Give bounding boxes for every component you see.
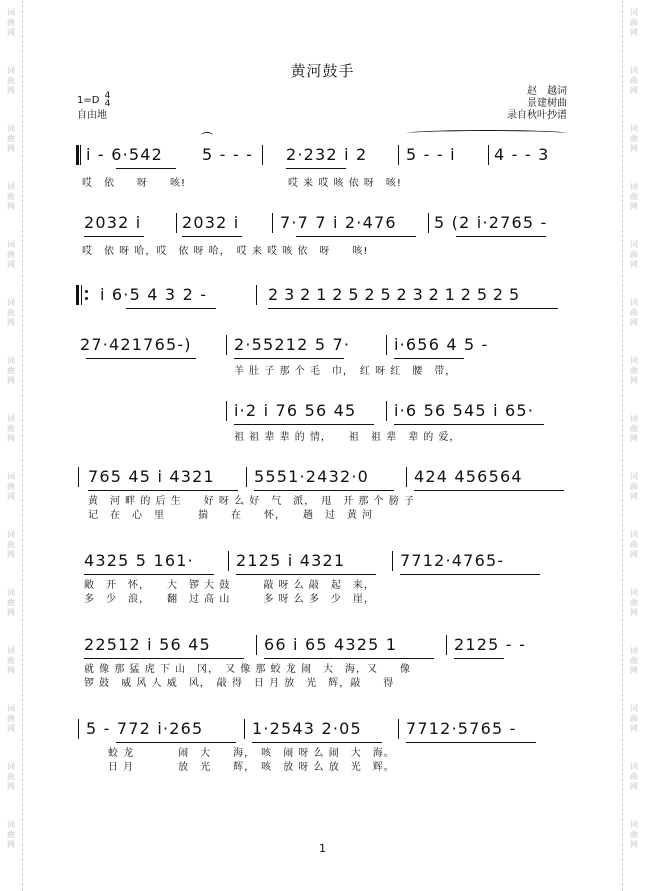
measure: 5 - - i — [406, 145, 456, 164]
lyric-line: 祖 祖 辈 辈 的 情， 祖 祖 辈 辈 的 爱， — [234, 432, 461, 443]
measure: 2125 - - — [454, 635, 527, 654]
fermata — [201, 132, 213, 139]
beam — [252, 742, 382, 743]
barline — [256, 635, 257, 655]
beam — [116, 742, 236, 743]
barline — [228, 551, 229, 571]
barline — [386, 401, 387, 421]
watermark-glyphs: 词 曲 网 — [7, 124, 15, 153]
beam — [126, 308, 216, 309]
watermark-glyphs: 词 曲 网 — [630, 646, 638, 675]
lyric-line: 锣 鼓 威 风 人 威 风， 敲 得 日 月 放 光 辉，敲 得 — [84, 678, 395, 689]
watermark-glyphs: 词 曲 网 — [7, 414, 15, 443]
barline — [398, 145, 399, 165]
beam — [86, 358, 196, 359]
watermark-glyphs: 词 曲 网 — [7, 762, 15, 791]
measure: 7712·5765 - — [406, 719, 517, 738]
song-title: 黄河鼓手 — [290, 62, 355, 80]
measure: 2032 i — [182, 213, 240, 232]
measure: 66 i 65 4325 1 — [264, 635, 398, 654]
measure: i·656 4 5 - — [394, 335, 489, 354]
measure: i·6 56 545 i 65· — [394, 401, 535, 420]
beam — [454, 658, 504, 659]
beam — [394, 358, 464, 359]
barline — [398, 719, 399, 739]
watermark-glyphs: 词 曲 网 — [630, 820, 638, 849]
score-system-8 — [76, 632, 570, 688]
beam — [254, 490, 394, 491]
watermark-glyphs: 词 曲 网 — [630, 356, 638, 385]
measure: 2125 i 4321 — [236, 551, 346, 570]
barline — [262, 145, 263, 165]
measure: 765 45 i 4321 — [88, 467, 215, 486]
key-label: 1=D — [77, 95, 100, 106]
beam — [400, 574, 540, 575]
beam — [394, 424, 544, 425]
watermark-glyphs: 词 曲 网 — [630, 530, 638, 559]
measure: 4 - - 3 — [494, 145, 550, 164]
lyric-line: 就 像 那 猛 虎 下 山 冈， 又 像 那 蛟 龙 闹 大 海，又 像 — [84, 664, 411, 675]
score-system-2 — [76, 210, 570, 260]
watermark-glyphs: 词 曲 网 — [630, 66, 638, 95]
measure: 4325 5 161· — [84, 551, 194, 570]
measure: 424 456564 — [414, 467, 523, 486]
beam — [84, 236, 144, 237]
barline — [78, 719, 79, 739]
tempo-marking: 自由地 — [77, 110, 107, 121]
watermark-glyphs: 词 曲 网 — [7, 240, 15, 269]
beam — [236, 574, 376, 575]
lyric-line: 敞 开 怀， 大 锣 大 鼓 敲 呀 么 敲 起 来， — [84, 580, 375, 591]
measure: 5 (2 i·2765 - — [434, 213, 548, 232]
barline — [406, 467, 407, 487]
watermark-glyphs: 词 曲 网 — [7, 182, 15, 211]
beam — [116, 168, 176, 169]
watermark-glyphs: 词 曲 网 — [7, 704, 15, 733]
beam — [406, 742, 536, 743]
lyric-line: 哎 来 哎 咳 依 呀 咳! — [288, 178, 402, 189]
beam — [456, 236, 546, 237]
watermark-glyphs: 词 曲 网 — [7, 530, 15, 559]
beam — [234, 358, 344, 359]
transcriber: 录自秋叶抄谱 — [507, 110, 567, 121]
lyric-line: 多 少 浪， 翻 过 高 山 多 呀 么 多 少 崖， — [84, 594, 375, 605]
watermark-glyphs: 词 曲 网 — [630, 762, 638, 791]
barline — [428, 213, 429, 233]
measure: 5 - - - — [202, 145, 254, 164]
lyric-line: 哎 依 呀 哈，哎 依 呀 哈， 哎 来 哎 咳 依 呀 咳! — [82, 246, 369, 257]
measure: 27·421765-) — [80, 335, 192, 354]
beam — [234, 424, 374, 425]
score-system-6 — [76, 464, 570, 520]
measure: 22512 i 56 45 — [84, 635, 211, 654]
lyric-line: 羊 肚 子 那 个 毛 巾， 红 呀 红 腰 带， — [234, 366, 457, 377]
watermark-glyphs: 词 曲 网 — [7, 820, 15, 849]
time-denominator: 4 — [104, 99, 111, 109]
watermark-glyphs: 词 曲 网 — [630, 124, 638, 153]
measure: i 6·5 4 3 2 - — [100, 285, 208, 304]
barline — [176, 213, 177, 233]
barline — [272, 213, 273, 233]
measure: 7·7 7 i 2·476 — [280, 213, 397, 232]
tie-arc — [406, 130, 568, 137]
beam — [286, 168, 346, 169]
watermark-glyphs: 词 曲 网 — [630, 414, 638, 443]
measure: 2·55212 5 7· — [234, 335, 351, 354]
beam — [296, 236, 416, 237]
lyricist: 赵 越词 — [527, 86, 567, 97]
barline — [488, 145, 489, 165]
watermark-glyphs: 词 曲 网 — [7, 356, 15, 385]
composer: 景建树曲 — [527, 98, 567, 109]
beam — [88, 490, 238, 491]
watermark-glyphs: 词 曲 网 — [7, 298, 15, 327]
barline — [226, 401, 227, 421]
measure: 7712·4765- — [400, 551, 505, 570]
credits-block — [507, 86, 567, 122]
beam — [268, 308, 558, 309]
lyric-line: 蛟 龙 闹 大 海， 咳 闹 呀 么 闹 大 海。 — [86, 748, 395, 759]
score-system-9 — [76, 716, 570, 772]
repeat-start-sign — [76, 285, 90, 305]
beam — [84, 574, 214, 575]
watermark-glyphs: 词 曲 网 — [630, 298, 638, 327]
barline — [446, 635, 447, 655]
time-signature — [105, 92, 111, 108]
score-system-3 — [76, 282, 570, 312]
key-signature — [77, 92, 110, 108]
barline — [80, 145, 81, 165]
page-number: 1 — [319, 842, 326, 855]
watermark-glyphs: 词 曲 网 — [630, 472, 638, 501]
score-system-4 — [76, 332, 570, 376]
watermark-glyphs: 词 曲 网 — [630, 704, 638, 733]
measure: i·2 i 76 56 45 — [234, 401, 357, 420]
measure: 5551·2432·0 — [254, 467, 369, 486]
barline — [244, 719, 245, 739]
measure: 2 3 2 1 2 5 2 5 2 3 2 1 2 5 2 5 — [268, 285, 520, 304]
time-numerator: 4 — [104, 91, 111, 101]
lyric-line: 黄 河 畔 的 后 生 好 呀 么 好 气 派， 甩 开 那 个 膀 子 — [88, 496, 415, 507]
watermark-glyphs: 词 曲 网 — [7, 8, 15, 37]
watermark-glyphs: 词 曲 网 — [7, 588, 15, 617]
measure: 2·232 i 2 — [286, 145, 368, 164]
lyric-line: 记 在 心 里 揣 在 怀， 趟 过 黄 河 — [88, 510, 374, 521]
watermark-glyphs: 词 曲 网 — [7, 472, 15, 501]
barline — [78, 467, 79, 487]
barline — [386, 335, 387, 355]
score-system-7 — [76, 548, 570, 604]
watermark-glyphs: 词 曲 网 — [630, 8, 638, 37]
measure: 2032 i — [84, 213, 142, 232]
lyric-line: 哎 依 呀 咳! — [82, 178, 187, 189]
beam — [84, 658, 244, 659]
lyric-line: 日 月 放 光 辉， 咳 放 呀 么 放 光 辉。 — [86, 762, 395, 773]
measure: i - 6·542 — [86, 145, 163, 164]
watermark-glyphs: 词 曲 网 — [7, 66, 15, 95]
barline — [246, 467, 247, 487]
score-system-5 — [76, 398, 570, 442]
watermark-glyphs: 词 曲 网 — [7, 646, 15, 675]
measure: 5 - 772 i·265 — [86, 719, 204, 738]
measure: 1·2543 2·05 — [252, 719, 362, 738]
barline — [256, 285, 257, 305]
barline — [226, 335, 227, 355]
watermark-glyphs: 词 曲 网 — [630, 182, 638, 211]
score-system-1 — [76, 142, 570, 192]
beam — [264, 658, 434, 659]
beam — [414, 490, 564, 491]
beam — [182, 236, 242, 237]
watermark-glyphs: 词 曲 网 — [630, 588, 638, 617]
barline — [392, 551, 393, 571]
watermark-glyphs: 词 曲 网 — [630, 240, 638, 269]
